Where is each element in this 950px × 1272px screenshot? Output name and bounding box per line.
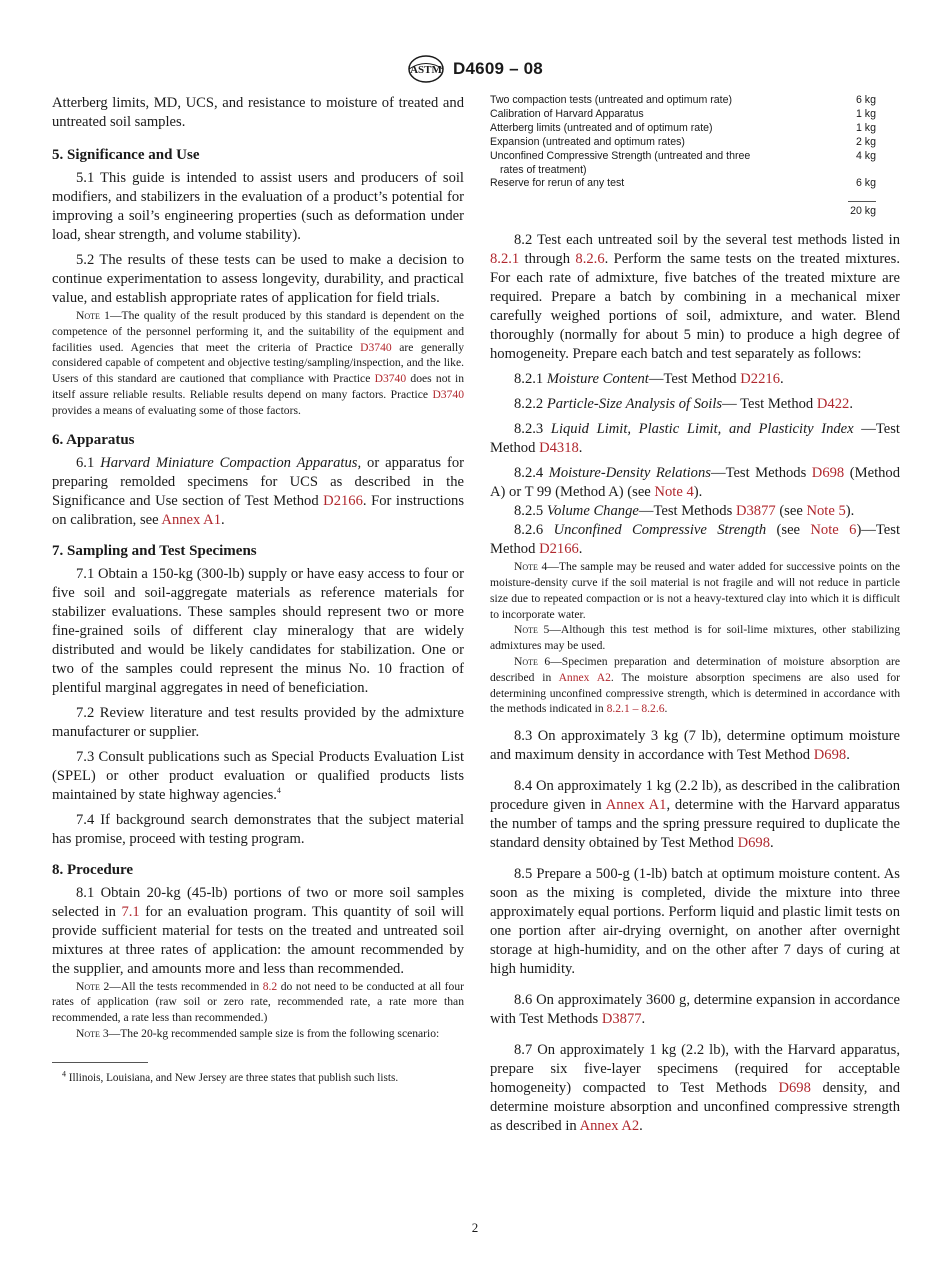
link-d698[interactable]: D698	[813, 747, 847, 764]
intro-continuation: Atterberg limits, MD, UCS, and resistance to moisture of treated and untreated soil samples.	[52, 95, 464, 130]
paragraph-5-2: 5.2 The results of these tests can be used to make a decision to continue experimentation to assess longevity, durability, and practical value, and establish appropriate rates of application for field trials.	[52, 252, 464, 306]
link-d698[interactable]: D698	[811, 465, 845, 482]
section-7-heading: 7. Sampling and Test Specimens	[52, 542, 257, 559]
paragraph-7-1: 7.1 Obtain a 150-kg (300-lb) supply or have easy access to four or five soil and soil-aggregate materials as reference materials for stabilizer evaluations. These samples should represent two or more fine-grained soils of different clay mineralogy that are widely distributed and would be likely candidates for stabilization. One or two of the samples could represent the minus No. 10 fraction of plentiful marginal aggregates in need of beneficiation.	[52, 565, 464, 696]
right-column	[490, 94, 900, 1136]
link-note-5[interactable]: Note 5	[806, 503, 846, 520]
paragraph-8-2: 8.2 Test each untreated soil by the several test methods listed in 8.2.1 through 8.2.6. Perform the same tests on the treated mixtures. For each rate of admixture, five batches of the treated mixture are required. Prepare a batch by combining in a mechanical mixer carefully weighed portions of soil, admixture, and water. Blend thoroughly (normally for about 5 min) to produce a high degree of homogeneity. Prepare each batch and test separately as follows:	[490, 232, 900, 363]
link-d698[interactable]: D698	[737, 835, 771, 852]
table-row: Unconfined Compressive Strength (untreated and three rates of treatment) 4 kg	[490, 149, 876, 176]
link-d2216[interactable]: D2216	[740, 371, 780, 388]
paragraph-7-4: 7.4 If background search demonstrates that the subject material has promise, proceed with testing program.	[52, 811, 464, 847]
paragraph-8-2-3: 8.2.3 Liquid Limit, Plastic Limit, and Plasticity Index —Test Method D4318.	[490, 421, 900, 457]
note-3: Note 3—The 20-kg recommended sample size is from the following scenario:	[76, 1026, 440, 1040]
paragraph-5-1: 5.1 This guide is intended to assist users and producers of soil modifiers, and stabilizers in the evaluation of a product’s potential for improving a soil’s engineering properties (such as deformation under load, shear strength, and volume stability).	[52, 170, 464, 243]
footnote-divider	[52, 1062, 148, 1063]
link-annex-a2[interactable]: Annex A2	[558, 670, 611, 684]
paragraph-8-4: 8.4 On approximately 1 kg (2.2 lb), as described in the calibration procedure given in Annex A1, determine with the Harvard apparatus the number of tamps and the spring pressure required to duplicate the standard density obtained by Test Method D698.	[490, 778, 900, 852]
note-4: Note 4—The sample may be reused and water added for successive points on the moisture-density curve if the soil material is not fragile and will not reduce in particle size due to repeated compaction or is not a heavy-textured clay into which it is difficult to incorporate water.	[490, 560, 900, 621]
link-annex-a2[interactable]: Annex A2	[579, 1118, 640, 1135]
link-d2166[interactable]: D2166	[539, 541, 579, 558]
paragraph-8-5: 8.5 Prepare a 500-g (1-lb) batch at optimum moisture content. As soon as the mixing is completed, divide the mixture into three approximately equal portions. Perform liquid and plastic limit tests on one portion after air-drying overnight, on another after overnight storage at high-humidity, and on the other after 7 days of curing at high humidity.	[490, 866, 900, 978]
paragraph-8-2-4: 8.2.4 Moisture-Density Relations—Test Methods D698 (Method A) or T 99 (Method A) (see Note 4).	[490, 465, 901, 501]
paragraph-8-7: 8.7 On approximately 1 kg (2.2 lb), with the Harvard apparatus, prepare six five-layer specimens (required for acceptable homogeneity) compacted to Test Methods D698 density, and determine moisture absorption and unconfined compressive strength as described in Annex A2.	[490, 1042, 901, 1135]
left-column	[52, 94, 464, 1085]
link-8-2-6[interactable]: 8.2.6	[575, 251, 605, 268]
table-row: Calibration of Harvard Apparatus 1 kg	[490, 107, 876, 120]
link-d3740[interactable]: D3740	[432, 387, 464, 401]
sample-size-table	[490, 94, 876, 219]
link-note-6[interactable]: Note 6	[810, 522, 857, 539]
table-total-row	[490, 205, 876, 219]
paragraph-8-2-2: 8.2.2 Particle-Size Analysis of Soils— Test Method D422.	[514, 396, 853, 413]
link-d698[interactable]: D698	[778, 1080, 811, 1097]
note-2: Note 2—All the tests recommended in 8.2 do not need to be conducted at all four rates of application (raw soil or zero rate, recommended rate, a rate more than recommended, a rate less than recommended.)	[52, 979, 464, 1025]
link-note-4[interactable]: Note 4	[654, 484, 694, 501]
section-5-heading: 5. Significance and Use	[52, 147, 200, 163]
note-5: Note 5—Although this test method is for soil-lime mixtures, other stabilizing admixtures may be used.	[490, 623, 900, 653]
table-row: Expansion (untreated and optimum rates) 2 kg	[490, 135, 876, 148]
section-8-heading: 8. Procedure	[52, 861, 134, 878]
link-d422[interactable]: D422	[816, 396, 850, 413]
section-6-heading: 6. Apparatus	[52, 431, 135, 448]
note-6: Note 6—Specimen preparation and determination of moisture absorption are described in Annex A2. The moisture absorption specimens are also used for determining unconfined compressive strength, which is determined in accordance with the methods indicated in 8.2.1 – 8.2.6.	[490, 655, 901, 716]
link-annex-a1[interactable]: Annex A1	[161, 511, 222, 528]
paragraph-8-2-5: 8.2.5 Volume Change—Test Methods D3877 (see Note 5).	[514, 503, 855, 520]
link-8-2-1-to-8-2-6[interactable]: 8.2.1 – 8.2.6	[606, 702, 665, 716]
page-number: 2	[471, 1220, 479, 1235]
svg-text:ASTM: ASTM	[410, 64, 442, 76]
paragraph-8-2-6: 8.2.6 Unconfined Compressive Strength (see Note 6)—Test Method D2166.	[490, 522, 900, 558]
link-d3877[interactable]: D3877	[735, 503, 776, 520]
paragraph-7-2: 7.2 Review literature and test results provided by the admixture manufacturer or supplier.	[52, 704, 464, 740]
table-total: 20 kg	[850, 205, 876, 218]
link-annex-a1[interactable]: Annex A1	[605, 797, 667, 814]
paragraph-8-6: 8.6 On approximately 3600 g, determine expansion in accordance with Test Methods D3877.	[490, 992, 900, 1028]
table-row: Reserve for rerun of any test 6 kg	[490, 177, 876, 190]
sum-divider	[848, 201, 876, 202]
paragraph-6-1: 6.1 Harvard Miniature Compaction Apparatus, or apparatus for preparing remolded specimens for UCS as described in the Significance and Use section of Test Method D2166. For instructions on calibration, see Annex A1.	[52, 454, 464, 528]
note-1: Note 1—The quality of the result produced by this standard is dependent on the competence of the personnel performing it, and the suitability of the equipment and facilities used. Agencies that meet the criteria of Practice D3740 are generally considered capable of competent and objective testing/sampling/inspection, and the like. Users of this standard are cautioned that compliance with Practice D3740 does not in itself assure reliable results. Reliable results depend on many factors. Practice D3740 provides a means of evaluating some of those factors.	[52, 309, 464, 417]
paragraph-8-2-1: 8.2.1 Moisture Content—Test Method D2216.	[514, 371, 784, 388]
footnote-ref-4[interactable]: 4	[276, 785, 281, 795]
astm-logo-icon	[407, 54, 445, 84]
link-d3740[interactable]: D3740	[360, 340, 392, 354]
paragraph-8-1: 8.1 Obtain 20-kg (45-lb) portions of two or more soil samples selected in 7.1 for an evaluation program. This quantity of soil will provide sufficient material for tests on the treated and untreated soil mixtures at three rates of application: the amount recommended by the supplier, and amounts more and less than recommended.	[52, 884, 464, 977]
table-row: Atterberg limits (untreated and of optimum rate) 1 kg	[490, 121, 876, 134]
footnote-4: $^4$ Illinois, Louisiana, and New Jersey are three states that publish such lists.	[62, 1069, 399, 1084]
table-row: Two compaction tests (untreated and optimum rate) 6 kg	[490, 94, 876, 106]
link-d3740[interactable]: D3740	[374, 372, 407, 386]
link-7-1[interactable]: 7.1	[121, 903, 140, 920]
link-d2166[interactable]: D2166	[323, 492, 363, 509]
link-d3877[interactable]: D3877	[601, 1011, 642, 1028]
page-header	[0, 52, 950, 86]
link-8-2-1[interactable]: 8.2.1	[490, 251, 520, 268]
paragraph-8-3: 8.3 On approximately 3 kg (7 lb), determine optimum moisture and maximum density in accordance with Test Method D698.	[490, 728, 900, 764]
document-id: D4609 – 08	[453, 59, 543, 78]
paragraph-7-3: 7.3 Consult publications such as Special Products Evaluation List (SPEL) or other product evaluation or qualified products lists maintained by state highway agencies.$^4$	[52, 748, 464, 803]
link-d4318[interactable]: D4318	[539, 440, 579, 457]
link-8-2[interactable]: 8.2	[262, 979, 278, 993]
